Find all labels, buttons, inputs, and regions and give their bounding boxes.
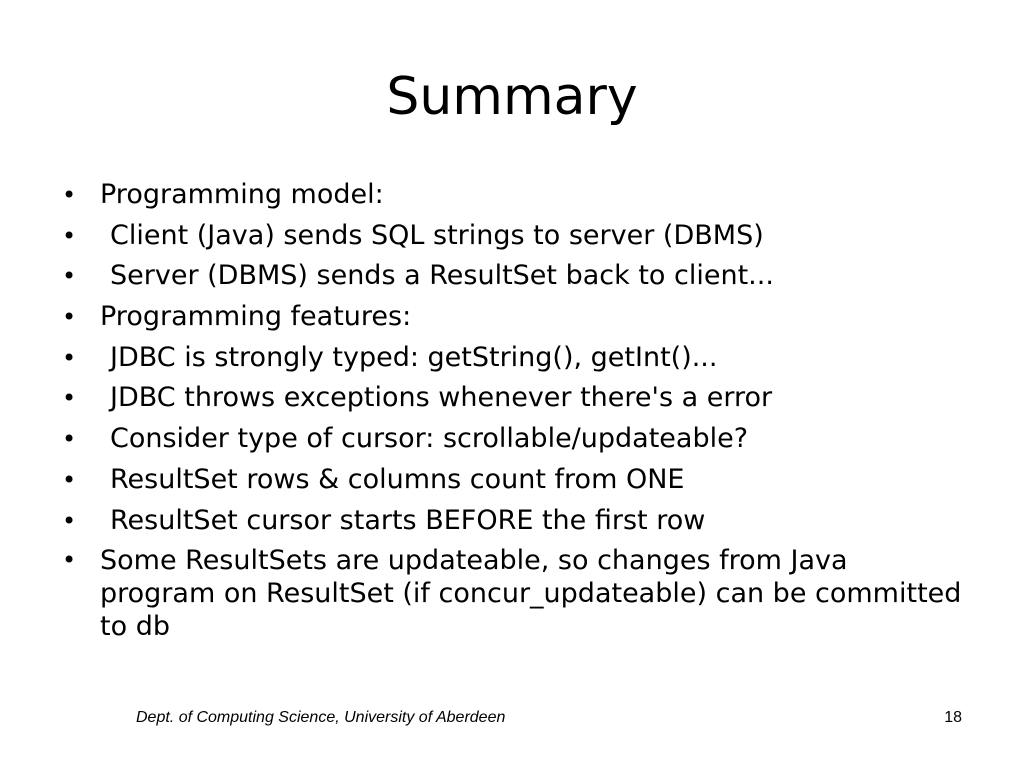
bullet-item (62, 504, 962, 545)
bullet-text: JDBC throws exceptions whenever there's a error (110, 382, 773, 414)
bullet-marker: • (62, 262, 77, 291)
bullet-marker: • (62, 384, 77, 413)
bullet-marker: • (62, 506, 77, 535)
bullet-text: JDBC is strongly typed: getString(), getInt()... (110, 341, 718, 373)
bullet-text: Programming features: (100, 301, 412, 333)
bullet-marker: • (62, 425, 77, 454)
page-number: 18 (944, 709, 962, 726)
bullet-item (62, 463, 962, 504)
bullet-text: Client (Java) sends SQL strings to server (DBMS) (110, 219, 764, 251)
bullet-text: Programming model: (100, 179, 384, 210)
bullet-marker: • (62, 221, 77, 250)
bullet-item (62, 300, 962, 341)
bullet-item (62, 259, 962, 300)
bullet-text: ResultSet cursor starts BEFORE the first row (110, 504, 706, 536)
bullet-text: Consider type of cursor: scrollable/updateable? (110, 423, 749, 455)
bullet-item (62, 422, 962, 463)
bullet-item (62, 341, 962, 382)
bullet-marker: • (62, 303, 77, 332)
bullet-list (62, 178, 970, 643)
bullet-marker: • (62, 546, 77, 575)
bullet-marker: • (62, 465, 77, 494)
slide-title: Summary (386, 67, 638, 127)
bullet-marker: • (62, 343, 77, 372)
bullet-text: ResultSet rows & columns count from ONE (110, 463, 685, 495)
bullet-item (62, 544, 970, 643)
bullet-item (62, 178, 962, 219)
bullet-item (62, 219, 962, 260)
footer-text: Dept. of Computing Science, University of Aberdeen (136, 709, 506, 726)
bullet-text: Server (DBMS) sends a ResultSet back to client... (110, 260, 774, 292)
bullet-text: Some ResultSets are updateable, so changes from Java program on ResultSet (if concur_updateable) can be committed to db (100, 545, 970, 643)
bullet-item (62, 381, 962, 422)
bullet-marker: • (62, 181, 77, 209)
